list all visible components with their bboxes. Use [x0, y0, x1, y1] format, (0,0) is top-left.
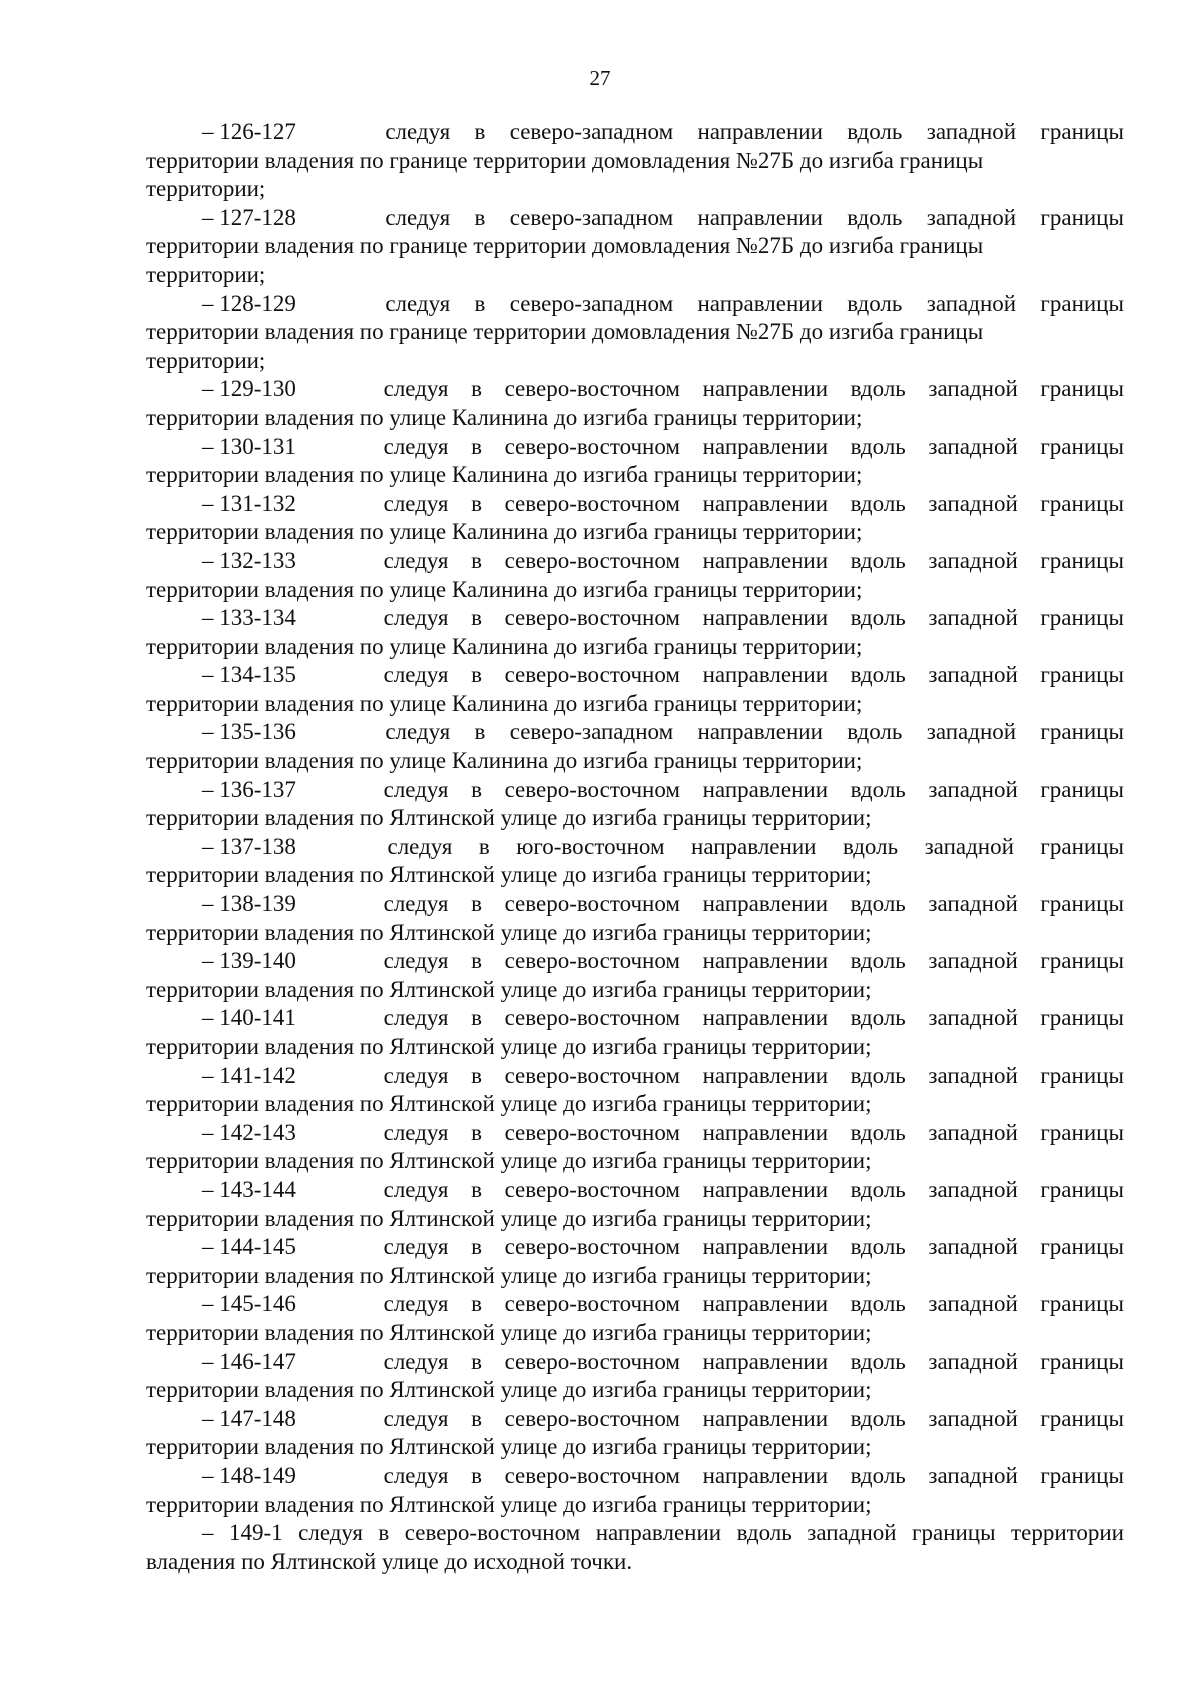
segment-word: северо-западном: [509, 290, 674, 316]
segment-label: – 135-136: [202, 719, 296, 745]
segment-word: следуя: [383, 948, 449, 974]
segment-continuation-line: территории;: [146, 261, 266, 287]
segment-word: в: [474, 119, 486, 144]
boundary-segment-item: [146, 1462, 1124, 1519]
segment-first-line: [146, 1290, 1124, 1319]
segment-word: северо-восточном: [504, 1062, 680, 1088]
segment-label: – 129-130: [202, 376, 296, 402]
segment-word: северо-восточном: [504, 1462, 680, 1488]
segment-continuation-line: территории владения по Ялтинской улице до изгиба границы территории;: [146, 919, 872, 945]
boundary-segment-item: [146, 1176, 1124, 1233]
segment-first-line: [146, 1176, 1124, 1205]
segment-word: направлении: [702, 776, 829, 802]
segment-word: в: [471, 490, 482, 516]
segment-word: направлении: [702, 490, 829, 516]
segment-word: границы: [1040, 1462, 1124, 1488]
segment-continuation-line: территории владения по Ялтинской улице до изгиба границы территории;: [146, 1377, 872, 1403]
segment-continuation-line: территории владения по Ялтинской улице до изгиба границы территории;: [146, 1262, 872, 1288]
boundary-segment-item: [146, 1119, 1124, 1176]
segment-word: следуя: [383, 1234, 449, 1260]
segment-first-line: [146, 433, 1124, 462]
segment-word: направлении: [697, 290, 823, 316]
segment-word: вдоль: [850, 776, 906, 802]
document-body: [146, 118, 1124, 1576]
segment-word: вдоль: [850, 1234, 906, 1260]
segment-word: направлении: [702, 1176, 829, 1202]
segment-word: в: [474, 719, 486, 745]
segment-word: следуя: [383, 1062, 449, 1088]
segment-word: в: [471, 948, 482, 974]
segment-word: северо-восточном: [504, 1119, 680, 1145]
segment-word: границы: [1040, 833, 1124, 859]
segment-word: следуя: [383, 490, 449, 516]
segment-word: вдоль: [847, 119, 903, 144]
segment-word: западной: [928, 776, 1018, 802]
segment-continuation-line: территории владения по границе территории домовладения №27Б до изгиба границы: [146, 233, 984, 259]
segment-word: следуя: [383, 1405, 449, 1431]
segment-word: северо-восточном: [504, 948, 680, 974]
segment-continuation-line: территории владения по Ялтинской улице до изгиба границы территории;: [146, 805, 872, 831]
boundary-segment-item: [146, 375, 1124, 432]
segment-word: направлении: [702, 1234, 829, 1260]
segment-word: границы: [1040, 1348, 1124, 1374]
boundary-segment-item: [146, 118, 1124, 204]
segment-word: в: [474, 290, 486, 316]
boundary-segment-item: [146, 833, 1124, 890]
segment-first-line: [146, 833, 1124, 862]
segment-word: вдоль: [847, 719, 903, 745]
segment-word: следуя: [383, 1005, 449, 1031]
segment-label: – 145-146: [202, 1291, 296, 1317]
segment-label: – 133-134: [202, 605, 296, 631]
segment-word: границы: [1040, 204, 1124, 230]
segment-label: – 136-137: [202, 776, 296, 802]
segment-continuation-line: территории владения по Ялтинской улице до изгиба границы территории;: [146, 1148, 872, 1174]
segment-word: следуя: [383, 776, 449, 802]
segment-word: следуя: [383, 605, 449, 631]
segment-word: западной: [924, 833, 1014, 859]
segment-word: северо-западном: [509, 119, 674, 144]
segment-label: – 130-131: [202, 433, 296, 459]
segment-label: – 132-133: [202, 547, 296, 573]
segment-first-line: [146, 375, 1124, 404]
segment-continuation-line: территории владения по Ялтинской улице до изгиба границы территории;: [146, 1434, 872, 1460]
segment-word: вдоль: [850, 1119, 906, 1145]
segment-word: следуя: [385, 290, 451, 316]
segment-word: направлении: [702, 948, 829, 974]
segment-word: вдоль: [850, 948, 906, 974]
segment-word: западной: [928, 547, 1018, 573]
segment-word: в: [474, 204, 486, 230]
segment-continuation-line: территории владения по улице Калинина до изгиба границы территории;: [146, 462, 863, 488]
page-number: 27: [589, 66, 611, 90]
boundary-segment-item: [146, 776, 1124, 833]
segment-word: направлении: [691, 833, 817, 859]
segment-word: границы: [1040, 376, 1124, 402]
boundary-segment-item: [146, 1405, 1124, 1462]
boundary-segment-item: [146, 661, 1124, 718]
segment-label: – 143-144: [202, 1176, 296, 1202]
segment-continuation-line: территории владения по улице Калинина до изгиба границы территории;: [146, 690, 863, 716]
segment-word: в: [478, 833, 490, 859]
segment-word: направлении: [702, 1405, 829, 1431]
segment-word: северо-восточном: [504, 433, 680, 459]
boundary-segment-item: [146, 1062, 1124, 1119]
segment-word: границы: [1040, 1291, 1124, 1317]
segment-word: западной: [926, 119, 1017, 144]
segment-continuation-line: территории владения по улице Калинина до изгиба границы территории;: [146, 404, 863, 430]
segment-word: вдоль: [850, 662, 906, 688]
segment-continuation-line: территории владения по Ялтинской улице до изгиба границы территории;: [146, 1034, 872, 1059]
boundary-segment-item: [146, 204, 1124, 290]
segment-first-line: [146, 718, 1124, 747]
segment-first-line: [146, 1348, 1124, 1377]
segment-continuation-line: территории;: [146, 176, 266, 202]
segment-word: направлении: [702, 1291, 829, 1317]
segment-word: западной: [926, 204, 1017, 230]
segment-word: северо-восточном: [504, 1291, 680, 1317]
segment-word: направлении: [697, 719, 823, 745]
segment-label: – 147-148: [202, 1405, 296, 1431]
segment-word: в: [471, 547, 482, 573]
segment-word: границы: [1040, 776, 1124, 802]
boundary-segment-item: [146, 890, 1124, 947]
segment-word: вдоль: [850, 1348, 906, 1374]
segment-word: в: [471, 605, 482, 631]
segment-word: западной: [928, 662, 1018, 688]
segment-word: в: [471, 1119, 482, 1145]
boundary-segment-item: [146, 490, 1124, 547]
segment-continuation-line: территории владения по улице Калинина до изгиба границы территории;: [146, 576, 863, 602]
boundary-segment-item: [146, 290, 1124, 376]
segment-word: северо-восточном: [504, 1234, 680, 1260]
segment-continuation-line: территории владения по границе территории домовладения №27Б до изгиба границы: [146, 147, 984, 173]
boundary-segment-item: [146, 718, 1124, 775]
segment-first-line: [146, 490, 1124, 519]
segment-word: вдоль: [850, 490, 906, 516]
segment-word: вдоль: [850, 1405, 906, 1431]
segment-continuation-line: территории владения по Ялтинской улице до изгиба границы территории;: [146, 1205, 872, 1231]
segment-word: следуя: [385, 204, 451, 230]
segment-word: направлении: [702, 547, 829, 573]
final-boundary-segment: – 149-1 следуя в северо-восточном направлении вдоль западной границы территории владения по Ялтинской улице до исходной точки.: [146, 1520, 1124, 1574]
segment-word: границы: [1040, 490, 1124, 516]
segment-first-line: [146, 1233, 1124, 1262]
segment-word: западной: [928, 605, 1018, 631]
segment-word: северо-западном: [509, 204, 674, 230]
segment-word: границы: [1040, 1176, 1124, 1202]
segment-word: вдоль: [850, 1462, 906, 1488]
segment-word: направлении: [702, 605, 829, 631]
segment-word: направлении: [702, 433, 829, 459]
boundary-segment-item: [146, 433, 1124, 490]
segment-first-line: [146, 290, 1124, 319]
segment-word: западной: [928, 433, 1018, 459]
segment-word: следуя: [383, 891, 449, 917]
segment-word: вдоль: [850, 605, 906, 631]
segment-word: границы: [1040, 719, 1124, 745]
segment-word: в: [471, 1005, 482, 1031]
segment-word: вдоль: [847, 204, 903, 230]
boundary-segment-item: [146, 1348, 1124, 1405]
segment-word: в: [471, 1405, 482, 1431]
segment-word: направлении: [702, 1005, 829, 1031]
segment-word: западной: [928, 1462, 1018, 1488]
segment-label: – 142-143: [202, 1119, 296, 1145]
segment-word: в: [471, 891, 482, 917]
segment-word: северо-восточном: [504, 891, 680, 917]
segment-word: вдоль: [842, 833, 899, 859]
segment-first-line: [146, 776, 1124, 805]
segment-word: направлении: [702, 1348, 829, 1374]
segment-word: в: [471, 776, 482, 802]
segment-word: направлении: [702, 376, 829, 402]
segment-word: западной: [928, 1405, 1018, 1431]
segment-label: – 141-142: [202, 1062, 296, 1088]
segment-continuation-line: территории владения по Ялтинской улице до изгиба границы территории;: [146, 1091, 872, 1117]
segment-first-line: [146, 890, 1124, 919]
segment-word: границы: [1040, 605, 1124, 631]
segment-word: направлении: [702, 1462, 829, 1488]
segment-label: – 144-145: [202, 1234, 296, 1260]
segment-continuation-line: территории владения по Ялтинской улице до изгиба границы территории;: [146, 1319, 872, 1345]
segment-label: – 148-149: [202, 1462, 296, 1488]
segment-word: границы: [1040, 662, 1124, 688]
segment-label: – 146-147: [202, 1348, 296, 1374]
segment-word: границы: [1040, 1405, 1124, 1431]
segment-word: следуя: [383, 1119, 449, 1145]
segment-word: следуя: [385, 119, 451, 144]
segment-word: в: [471, 662, 482, 688]
segment-word: в: [471, 1291, 482, 1317]
segment-word: западной: [928, 376, 1018, 402]
segment-word: следуя: [383, 662, 449, 688]
segment-word: вдоль: [850, 891, 906, 917]
segment-continuation-line: территории владения по Ялтинской улице до изгиба границы территории;: [146, 1491, 872, 1517]
segment-word: вдоль: [850, 376, 906, 402]
segment-word: вдоль: [850, 1062, 906, 1088]
segment-word: следуя: [385, 719, 451, 745]
segment-word: границы: [1040, 1119, 1124, 1145]
segment-word: следуя: [383, 1176, 449, 1202]
boundary-segment-item: [146, 604, 1124, 661]
segment-word: северо-восточном: [504, 605, 680, 631]
segment-word: границы: [1040, 119, 1124, 144]
segment-word: следуя: [383, 376, 449, 402]
segment-word: северо-восточном: [504, 776, 680, 802]
segment-word: следуя: [383, 547, 449, 573]
segment-first-line: [146, 204, 1124, 233]
segment-word: направлении: [697, 119, 823, 144]
segment-word: в: [471, 376, 482, 402]
segment-label: – 139-140: [202, 948, 296, 974]
segment-word: северо-восточном: [504, 1005, 680, 1031]
segment-label: – 134-135: [202, 662, 296, 688]
segment-word: в: [471, 1348, 482, 1374]
segment-word: в: [471, 433, 482, 459]
segment-word: границы: [1040, 1005, 1124, 1031]
segment-word: вдоль: [850, 433, 906, 459]
segment-first-line: [146, 1119, 1124, 1148]
segment-word: западной: [926, 290, 1017, 316]
segment-word: западной: [928, 1348, 1018, 1374]
segment-word: вдоль: [850, 547, 906, 573]
segment-word: следуя: [383, 1348, 449, 1374]
segment-first-line: [146, 661, 1124, 690]
segment-word: вдоль: [847, 290, 903, 316]
boundary-segment-item: [146, 1290, 1124, 1347]
segment-word: западной: [926, 719, 1017, 745]
segment-word: западной: [928, 490, 1018, 516]
segment-continuation-line: территории владения по улице Калинина до изгиба границы территории;: [146, 748, 863, 774]
segment-continuation-line: территории владения по улице Калинина до изгиба границы территории;: [146, 633, 863, 659]
segment-label: – 131-132: [202, 490, 296, 516]
segment-word: направлении: [697, 204, 823, 230]
segment-first-line: [146, 1004, 1124, 1033]
segment-word: следуя: [387, 833, 453, 859]
segment-first-line: [146, 1062, 1124, 1091]
segment-word: северо-восточном: [504, 490, 680, 516]
segment-word: западной: [928, 891, 1018, 917]
segment-label: – 138-139: [202, 891, 296, 917]
segment-word: вдоль: [850, 1005, 906, 1031]
segment-word: северо-восточном: [504, 547, 680, 573]
segment-word: направлении: [702, 1119, 829, 1145]
segment-word: в: [471, 1062, 482, 1088]
segment-word: в: [471, 1176, 482, 1202]
segment-word: границы: [1040, 948, 1124, 974]
segment-word: западной: [928, 1176, 1018, 1202]
boundary-segment-item: [146, 947, 1124, 1004]
segment-word: западной: [928, 1119, 1018, 1145]
segment-word: направлении: [702, 891, 829, 917]
segment-word: юго-восточном: [516, 833, 665, 859]
segment-word: границы: [1040, 1234, 1124, 1260]
segment-word: западной: [928, 948, 1018, 974]
segment-word: в: [471, 1234, 482, 1260]
boundary-segment-item: [146, 547, 1124, 604]
segment-first-line: [146, 604, 1124, 633]
segment-first-line: [146, 947, 1124, 976]
segment-continuation-line: территории владения по улице Калинина до изгиба границы территории;: [146, 519, 863, 545]
segment-label: – 126-127: [202, 119, 296, 144]
segment-word: следуя: [383, 433, 449, 459]
segment-word: северо-западном: [509, 719, 674, 745]
segment-continuation-line: территории владения по Ялтинской улице до изгиба границы территории;: [146, 862, 872, 888]
segment-word: границы: [1040, 547, 1124, 573]
segment-continuation-line: территории владения по Ялтинской улице до изгиба границы территории;: [146, 976, 872, 1002]
segment-word: западной: [928, 1234, 1018, 1260]
segment-continuation-line: территории владения по границе территории домовладения №27Б до изгиба границы: [146, 319, 984, 345]
boundary-segment-item: [146, 1004, 1124, 1061]
segment-first-line: [146, 547, 1124, 576]
segment-label: – 137-138: [202, 833, 296, 859]
segment-word: следуя: [383, 1291, 449, 1317]
segment-first-line: [146, 1462, 1124, 1491]
segment-word: северо-восточном: [504, 1405, 680, 1431]
segment-word: направлении: [702, 662, 829, 688]
segment-word: западной: [928, 1062, 1018, 1088]
segment-word: северо-восточном: [504, 662, 680, 688]
segment-word: границы: [1040, 891, 1124, 917]
segment-first-line: [146, 118, 1124, 147]
segment-word: западной: [928, 1005, 1018, 1031]
segment-word: границы: [1040, 433, 1124, 459]
segment-word: вдоль: [850, 1291, 906, 1317]
segment-word: северо-восточном: [504, 1348, 680, 1374]
segment-word: направлении: [702, 1062, 829, 1088]
segment-word: границы: [1040, 290, 1124, 316]
segment-word: северо-восточном: [504, 376, 680, 402]
segment-label: – 140-141: [202, 1005, 296, 1031]
segment-word: западной: [928, 1291, 1018, 1317]
segment-word: в: [471, 1462, 482, 1488]
segment-word: вдоль: [850, 1176, 906, 1202]
segment-word: следуя: [383, 1462, 449, 1488]
segment-label: – 128-129: [202, 290, 296, 316]
boundary-segment-item: [146, 1233, 1124, 1290]
segment-label: – 127-128: [202, 204, 296, 230]
segment-continuation-line: территории;: [146, 347, 266, 373]
segment-first-line: [146, 1405, 1124, 1434]
segment-word: границы: [1040, 1062, 1124, 1088]
segment-word: северо-восточном: [504, 1176, 680, 1202]
